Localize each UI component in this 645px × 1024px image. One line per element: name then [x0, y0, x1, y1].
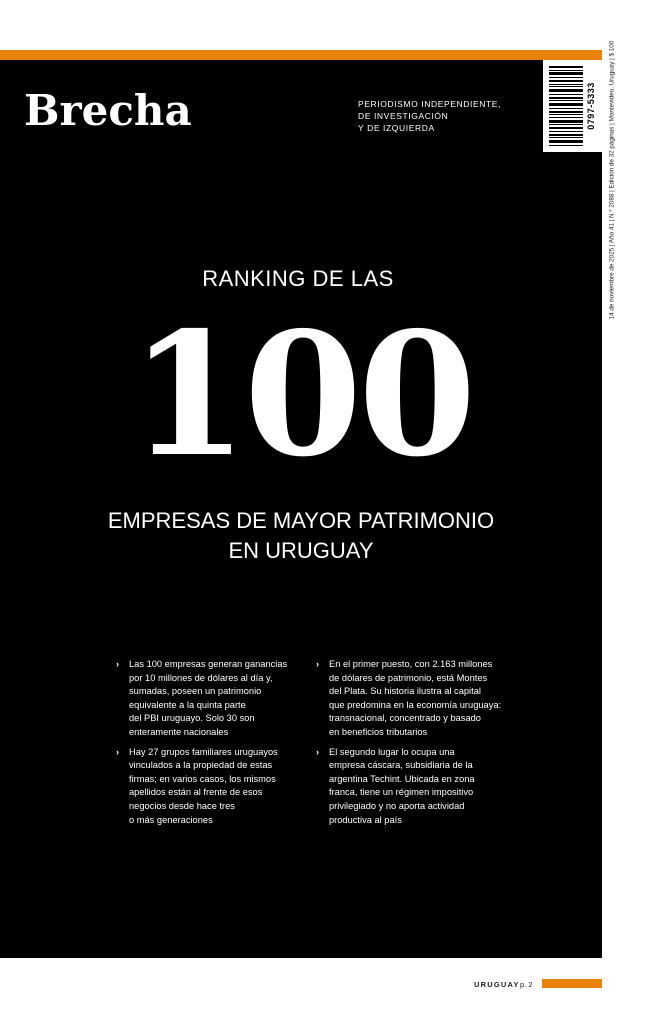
bullet-item [116, 658, 306, 740]
bullet-line: por 10 millones de dólares al día y, [129, 672, 273, 683]
issn-number: 0797-5333 [586, 82, 596, 130]
bullet-line: del PBI uruguayo. Solo 30 son [129, 713, 255, 724]
bullet-line: en beneficios tributarios [329, 726, 428, 737]
barcode-block [543, 60, 602, 152]
footer-section-label: URUGUAY [474, 980, 520, 989]
bullet-line: sumadas, poseen un patrimonio [129, 686, 262, 697]
edition-info: 14 de noviembre de 2025 | Año 41 | N.º 2088 | Edición de 32 páginas | Montevideo, Uruguay | $ 100 [608, 40, 616, 320]
bullet-line: productiva al país [329, 814, 402, 825]
bullet-line: apellidos están al frente de esos [129, 787, 263, 798]
bullet-line: firmas; en varios casos, los mismos [129, 773, 276, 784]
bullet-list-left [116, 658, 306, 833]
bullet-item [316, 746, 506, 828]
chevron-right-icon: › [116, 659, 120, 669]
bullet-line: o más generaciones [129, 814, 213, 825]
bullet-line: Hay 27 grupos familiares uruguayos [129, 746, 278, 757]
barcode-icon [549, 66, 583, 146]
bullet-line: argentina Techint. Ubicada en zona [329, 773, 475, 784]
bullet-line: franca, tiene un régimen impositivo [329, 787, 474, 798]
footer-page-number: p. 2 [520, 980, 533, 989]
bullet-list-right [316, 658, 506, 833]
bullet-line: enteramente nacionales [129, 726, 229, 737]
bullet-line: de dólares de patrimonio, está Montes [329, 672, 488, 683]
cover-headline [0, 506, 602, 566]
masthead-tagline [358, 98, 501, 134]
bullet-item [316, 658, 506, 740]
bullet-line: empresa cáscara, subsidiaria de la [329, 760, 473, 771]
bullet-line: El segundo lugar lo ocupa una [329, 746, 455, 757]
chevron-right-icon: › [316, 659, 320, 669]
bullet-line: Las 100 empresas generan ganancias [129, 659, 288, 669]
bullet-line: privilegiado y no aporta actividad [329, 800, 465, 811]
headline-line: EMPRESAS DE MAYOR PATRIMONIO [107, 508, 495, 533]
tagline-line: DE INVESTIGACIÓN [358, 111, 449, 121]
bullet-line: En el primer puesto, con 2.163 millones [329, 659, 493, 669]
bullet-line: negocios desde hace tres [129, 800, 235, 811]
bullet-line: vinculados a la propiedad de estas [129, 760, 273, 771]
tagline-line: PERIODISMO INDEPENDIENTE, [358, 99, 501, 109]
accent-top-bar [0, 50, 602, 60]
chevron-right-icon: › [316, 746, 320, 757]
bullet-item [116, 746, 306, 828]
cover-big-number: 100 [129, 295, 473, 495]
cover-kicker: RANKING DE LAS [202, 266, 394, 291]
bullet-line: que predomina en la economía uruguaya: [329, 699, 502, 710]
masthead-logo[interactable]: Brecha [24, 86, 192, 135]
bullet-line: equivalente a la quinta parte [129, 699, 246, 710]
tagline-line: Y DE IZQUIERDA [358, 123, 435, 133]
bullet-line: transnacional, concentrado y basado [329, 713, 481, 724]
footer-accent-bar [542, 979, 602, 988]
headline-line: EN URUGUAY [228, 538, 374, 563]
chevron-right-icon: › [116, 746, 120, 757]
bullet-line: del Plata. Su historia ilustra al capital [329, 686, 481, 697]
